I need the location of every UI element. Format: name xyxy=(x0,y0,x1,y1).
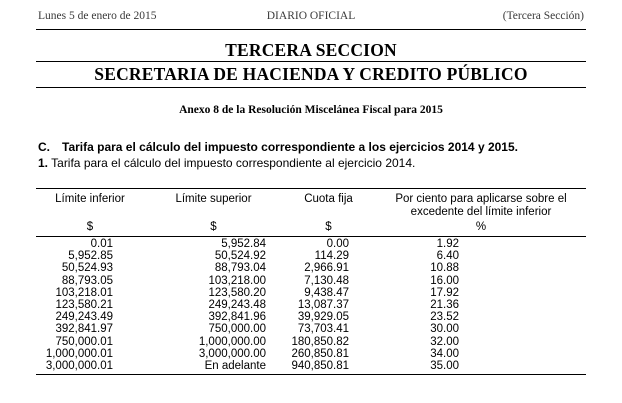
table-row xyxy=(36,311,586,323)
subsection-1-number: 1. xyxy=(38,156,49,170)
lower-limit-cell: 5,952.85 xyxy=(68,250,113,263)
upper-limit-cell: 3,000,000.00 xyxy=(198,347,266,360)
annex-title: Anexo 8 de la Resolución Miscelánea Fiscal para 2015 xyxy=(179,104,443,116)
table-row xyxy=(36,299,586,311)
header-fixed-fee: Cuota fija xyxy=(304,193,353,205)
table-row xyxy=(36,336,586,348)
header-percentage: Por ciento para aplicarse sobre el excedente del límite inferior xyxy=(395,193,567,218)
percentage-cell: 16.00 xyxy=(430,274,459,287)
subsection-1-heading xyxy=(38,156,415,170)
upper-limit-cell: 103,218.00 xyxy=(208,274,266,287)
ministry-rule xyxy=(36,87,586,88)
header-lower-limit: Límite inferior xyxy=(55,193,125,205)
fixed-fee-cell: 73,703.41 xyxy=(297,323,349,336)
unit-lower-limit: $ xyxy=(86,221,94,233)
percentage-cell: 34.00 xyxy=(430,347,459,360)
table-row xyxy=(36,275,586,287)
fixed-fee-cell: 7,130.48 xyxy=(304,274,349,287)
lower-limit-cell: 123,580.21 xyxy=(55,298,113,311)
header-section: (Tercera Sección) xyxy=(502,10,584,22)
upper-limit-cell: 1,000,000.00 xyxy=(198,335,266,348)
lower-limit-cell: 103,218.01 xyxy=(55,286,113,299)
fixed-fee-cell: 39,929.05 xyxy=(297,311,349,324)
header-upper-limit: Límite superior xyxy=(175,193,252,205)
percentage-cell: 17.92 xyxy=(430,286,459,299)
table-body xyxy=(36,237,586,372)
fixed-fee-cell: 2,966.91 xyxy=(304,262,349,275)
lower-limit-cell: 249,243.49 xyxy=(55,311,113,324)
fixed-fee-cell: 180,850.82 xyxy=(291,335,349,348)
table-row xyxy=(36,238,586,250)
percentage-cell: 32.00 xyxy=(430,335,459,348)
ministry-title: SECRETARIA DE HACIENDA Y CREDITO PÚBLICO xyxy=(94,64,528,84)
upper-limit-cell: 123,580.20 xyxy=(208,286,266,299)
table-bottom-rule xyxy=(36,374,586,375)
lower-limit-cell: 3,000,000.01 xyxy=(45,359,113,372)
subsection-1-text: Tarifa para el cálculo del impuesto correspondiente al ejercicio 2014. xyxy=(51,156,416,170)
section-title: TERCERA SECCION xyxy=(225,40,397,60)
upper-limit-cell: 750,000.00 xyxy=(208,323,266,336)
percentage-cell: 23.52 xyxy=(430,311,459,324)
section-c-letter: C. xyxy=(38,140,50,154)
header-rule xyxy=(36,29,586,30)
fixed-fee-cell: 0.00 xyxy=(326,238,349,250)
section-c-text: Tarifa para el cálculo del impuesto correspondiente a los ejercicios 2014 y 2015. xyxy=(62,140,518,154)
fixed-fee-cell: 9,438.47 xyxy=(304,286,349,299)
lower-limit-cell: 750,000.01 xyxy=(55,335,113,348)
section-c-heading xyxy=(38,140,518,154)
table-row xyxy=(36,348,586,360)
page-header xyxy=(38,10,584,26)
percentage-cell: 6.40 xyxy=(436,250,459,263)
unit-percentage: % xyxy=(475,221,487,233)
lower-limit-cell: 88,793.05 xyxy=(61,274,113,287)
tariff-table xyxy=(36,188,586,375)
percentage-cell: 10.88 xyxy=(430,262,459,275)
header-publication: DIARIO OFICIAL xyxy=(266,10,356,22)
lower-limit-cell: 392,841.97 xyxy=(55,323,113,336)
upper-limit-cell: 5,952.84 xyxy=(221,238,266,250)
upper-limit-cell: 392,841.96 xyxy=(208,311,266,324)
table-row xyxy=(36,323,586,335)
upper-limit-cell: En adelante xyxy=(204,359,266,372)
fixed-fee-cell: 940,850.81 xyxy=(291,359,349,372)
unit-upper-limit: $ xyxy=(210,221,217,233)
table-row xyxy=(36,262,586,274)
table-row xyxy=(36,360,586,372)
upper-limit-cell: 50,524.92 xyxy=(214,250,266,263)
title-rule xyxy=(36,61,586,62)
header-date: Lunes 5 de enero de 2015 xyxy=(38,10,157,22)
table-row xyxy=(36,287,586,299)
unit-fixed-fee: $ xyxy=(325,221,332,233)
percentage-cell: 21.36 xyxy=(430,298,459,311)
lower-limit-cell: 50,524.93 xyxy=(61,262,113,275)
fixed-fee-cell: 114.29 xyxy=(314,250,349,263)
percentage-cell: 35.00 xyxy=(430,359,459,372)
fixed-fee-cell: 260,850.81 xyxy=(291,347,349,360)
lower-limit-cell: 0.01 xyxy=(90,238,113,250)
percentage-cell: 30.00 xyxy=(430,323,459,336)
upper-limit-cell: 88,793.04 xyxy=(214,262,266,275)
upper-limit-cell: 249,243.48 xyxy=(208,298,266,311)
percentage-cell: 1.92 xyxy=(436,238,459,250)
table-row xyxy=(36,250,586,262)
fixed-fee-cell: 13,087.37 xyxy=(297,298,349,311)
lower-limit-cell: 1,000,000.01 xyxy=(45,347,113,360)
table-header xyxy=(36,188,586,237)
